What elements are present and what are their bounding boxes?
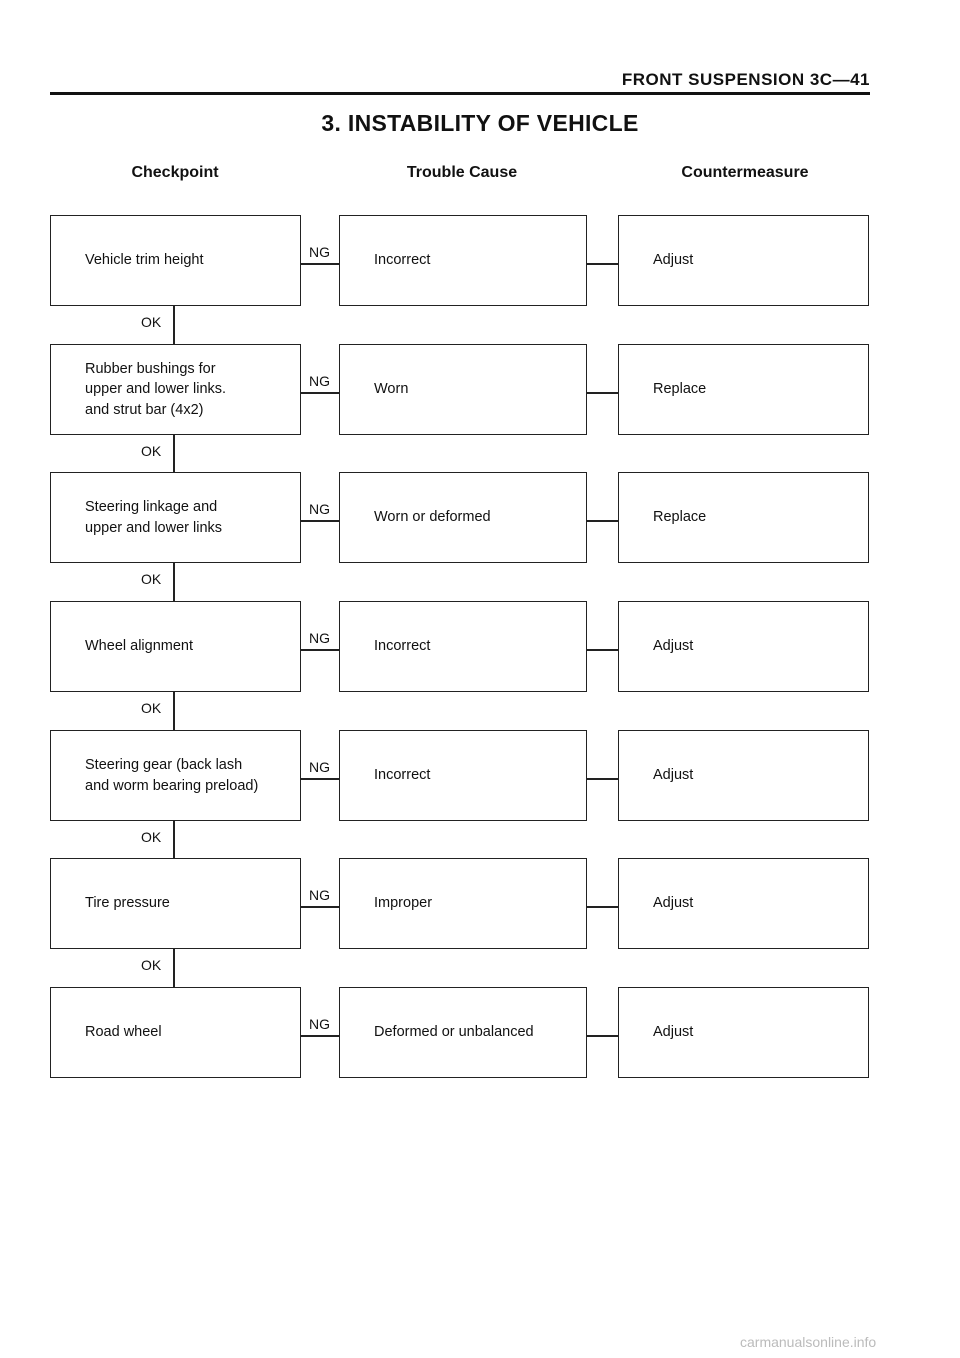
ok-label: OK	[141, 829, 162, 845]
countermeasure-connector	[587, 778, 618, 780]
ok-connector	[173, 306, 175, 344]
trouble-cause-box-text: Incorrect	[374, 638, 431, 655]
checkpoint-box	[50, 601, 301, 692]
checkpoint-box	[50, 472, 301, 563]
trouble-cause-box	[339, 858, 587, 949]
checkpoint-box	[50, 730, 301, 821]
countermeasure-box	[618, 215, 869, 306]
countermeasure-box	[618, 601, 869, 692]
trouble-cause-box-text: Incorrect	[374, 252, 431, 269]
checkpoint-box	[50, 344, 301, 435]
countermeasure-connector	[587, 392, 618, 394]
checkpoint-box	[50, 215, 301, 306]
ok-label: OK	[141, 443, 162, 459]
ng-label: NG	[309, 501, 330, 517]
checkpoint-box-text: Steering linkage and upper and lower links	[85, 498, 223, 536]
ng-connector	[301, 906, 339, 908]
countermeasure-box-text: Adjust	[653, 638, 694, 655]
countermeasure-box	[618, 344, 869, 435]
ok-label: OK	[141, 571, 162, 587]
trouble-cause-box	[339, 215, 587, 306]
ng-connector	[301, 520, 339, 522]
ng-label: NG	[309, 759, 330, 775]
trouble-cause-box	[339, 730, 587, 821]
ng-connector	[301, 778, 339, 780]
countermeasure-box	[618, 987, 869, 1078]
page-title: 3. INSTABILITY OF VEHICLE	[321, 110, 639, 136]
column-header-countermeasure: Countermeasure	[681, 164, 809, 181]
checkpoint-box-text: Steering gear (back lash and worm bearing preload)	[85, 756, 259, 794]
ng-label: NG	[309, 244, 330, 260]
countermeasure-box-text: Adjust	[653, 895, 694, 912]
countermeasure-box-text: Replace	[653, 381, 707, 398]
ng-label: NG	[309, 887, 330, 903]
checkpoint-box-text: Wheel alignment	[85, 638, 193, 655]
countermeasure-box-text: Adjust	[653, 767, 694, 784]
checkpoint-box	[50, 987, 301, 1078]
ok-label: OK	[141, 700, 162, 716]
ng-connector	[301, 1035, 339, 1037]
ng-label: NG	[309, 1016, 330, 1032]
column-header-checkpoint: Checkpoint	[131, 164, 219, 181]
countermeasure-box-text: Adjust	[653, 1024, 694, 1041]
trouble-cause-box	[339, 601, 587, 692]
countermeasure-connector	[587, 649, 618, 651]
ng-label: NG	[309, 373, 330, 389]
column-header-cause: Trouble Cause	[406, 164, 518, 181]
countermeasure-box	[618, 472, 869, 563]
checkpoint-box-text: Road wheel	[85, 1024, 162, 1041]
trouble-cause-box-text: Improper	[374, 895, 433, 912]
ok-connector	[173, 563, 175, 601]
countermeasure-connector	[587, 906, 618, 908]
checkpoint-box-text: Tire pressure	[85, 895, 170, 912]
ok-connector	[173, 821, 175, 858]
trouble-cause-box	[339, 472, 587, 563]
trouble-cause-box-text: Worn or deformed	[374, 509, 491, 526]
ok-label: OK	[141, 314, 162, 330]
footer-watermark: carmanualsonline.info	[740, 1334, 877, 1350]
trouble-cause-box-text: Worn	[374, 381, 409, 398]
trouble-cause-box-text: Deformed or unbalanced	[374, 1024, 534, 1041]
countermeasure-box-text: Adjust	[653, 252, 694, 269]
trouble-cause-box-text: Incorrect	[374, 767, 431, 784]
ok-label: OK	[141, 957, 162, 973]
checkpoint-box-text: Vehicle trim height	[85, 252, 204, 269]
ok-connector	[173, 949, 175, 987]
ok-connector	[173, 692, 175, 730]
countermeasure-connector	[587, 1035, 618, 1037]
header-rule	[50, 92, 870, 95]
trouble-cause-box	[339, 344, 587, 435]
ng-connector	[301, 649, 339, 651]
checkpoint-box-text: Rubber bushings for upper and lower links. and strut bar (4x2)	[85, 360, 227, 418]
countermeasure-connector	[587, 520, 618, 522]
countermeasure-connector	[587, 263, 618, 265]
ng-label: NG	[309, 630, 330, 646]
ng-connector	[301, 263, 339, 265]
ok-connector	[173, 435, 175, 472]
countermeasure-box-text: Replace	[653, 509, 707, 526]
countermeasure-box	[618, 730, 869, 821]
checkpoint-box	[50, 858, 301, 949]
countermeasure-box	[618, 858, 869, 949]
ng-connector	[301, 392, 339, 394]
trouble-cause-box	[339, 987, 587, 1078]
header-section: FRONT SUSPENSION 3C—41	[621, 70, 870, 89]
